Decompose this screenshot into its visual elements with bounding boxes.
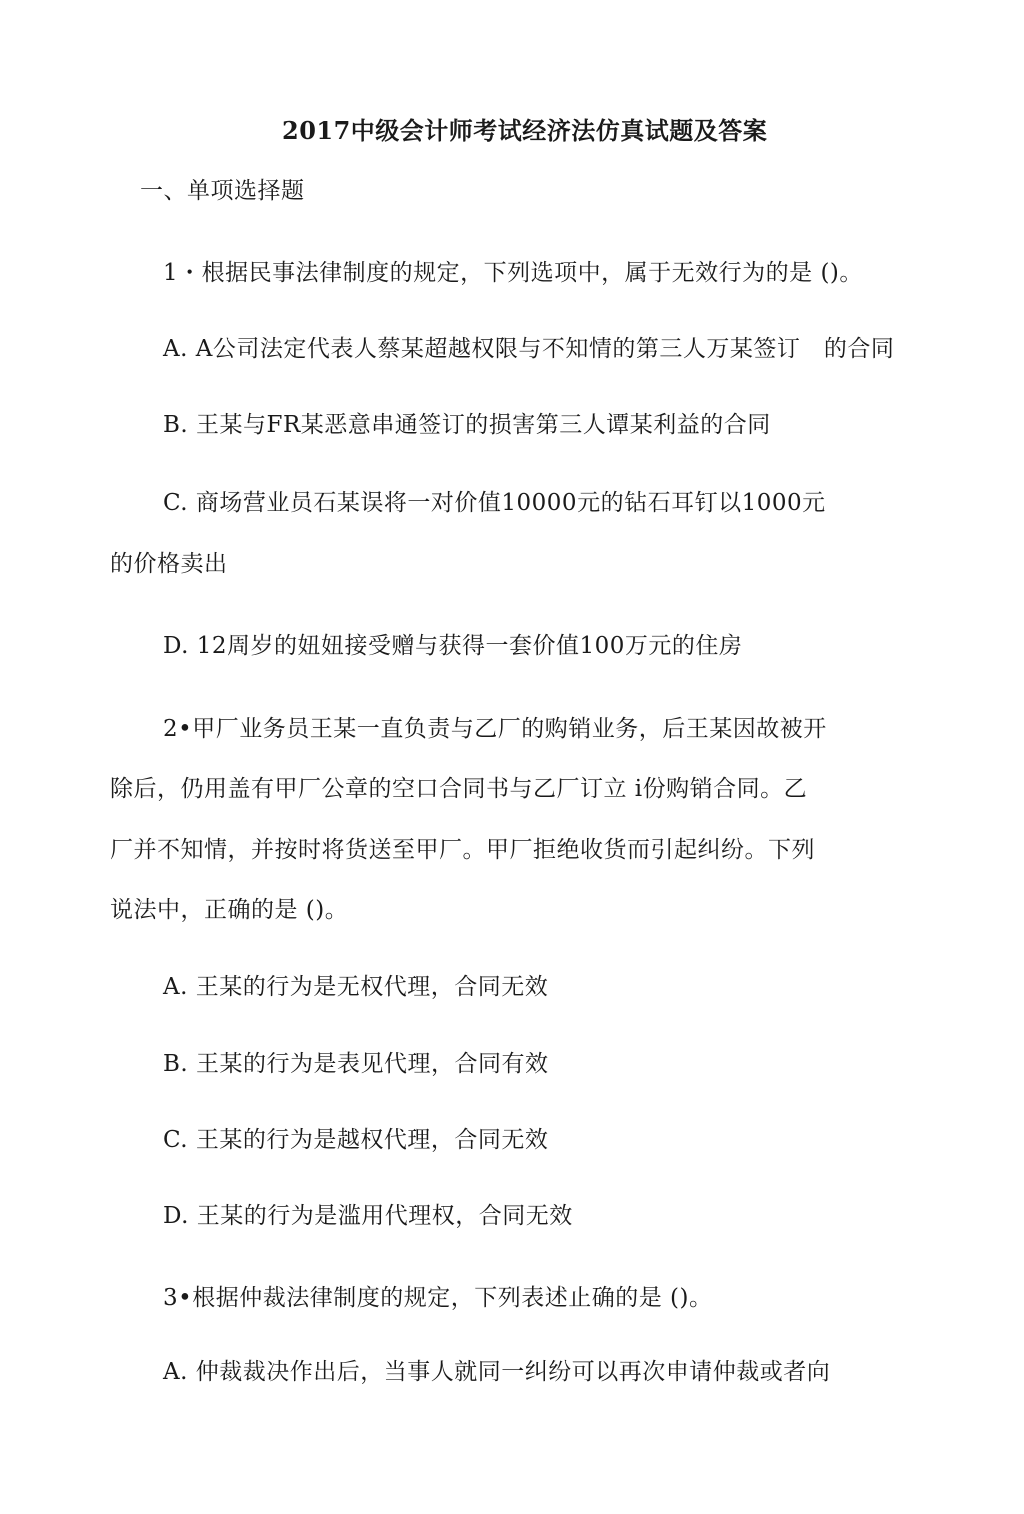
question-1-option-b: B. 王某与FR某恶意串通签订的损害第三人谭某利益的合同 <box>163 412 771 438</box>
question-2-option-b: B. 王某的行为是表见代理，合同有效 <box>163 1051 549 1077</box>
question-2-stem-line-3: 厂并不知情，并按时将货送至甲厂。甲厂拒绝收货而引起纠纷。下列 <box>110 837 815 863</box>
section-heading: 一、单项选择题 <box>140 178 305 204</box>
question-2-option-d: D. 王某的行为是滥用代理权，合同无效 <box>163 1203 573 1229</box>
question-1-option-c: C. 商场营业员石某误将一对价值10000元的钻石耳钉以1000元 <box>163 490 826 516</box>
question-2-option-a: A. 王某的行为是无权代理，合同无效 <box>163 974 549 1000</box>
question-1-option-c-continued: 的价格卖出 <box>110 551 228 577</box>
question-3-stem: 3•根据仲裁法律制度的规定，下列表述止确的是 ()。 <box>163 1285 713 1311</box>
question-2-stem: 2•甲厂业务员王某一直负责与乙厂的购销业务，后王某因故被开 <box>163 716 827 742</box>
question-2-stem-line-4: 说法中，正确的是 ()。 <box>110 897 349 923</box>
question-2-option-c: C. 王某的行为是越权代理，合同无效 <box>163 1127 549 1153</box>
question-2-stem-line-2: 除后，仍用盖有甲厂公章的空口合同书与乙厂订立 i份购销合同。乙 <box>110 776 808 802</box>
question-3-option-a: A. 仲裁裁决作出后，当事人就同一纠纷可以再次申请仲裁或者向 <box>163 1359 831 1385</box>
document-title: 2017中级会计师考试经济法仿真试题及答案 <box>282 116 768 145</box>
question-1-stem: 1・根据民事法律制度的规定，下列选项中，属于无效行为的是 ()。 <box>163 260 863 286</box>
question-1-option-d: D. 12周岁的妞妞接受赠与获得一套价值100万元的住房 <box>163 633 743 659</box>
question-1-option-a: A. A公司法定代表人蔡某超越权限与不知情的第三人万某签订 的合同 <box>163 336 895 362</box>
